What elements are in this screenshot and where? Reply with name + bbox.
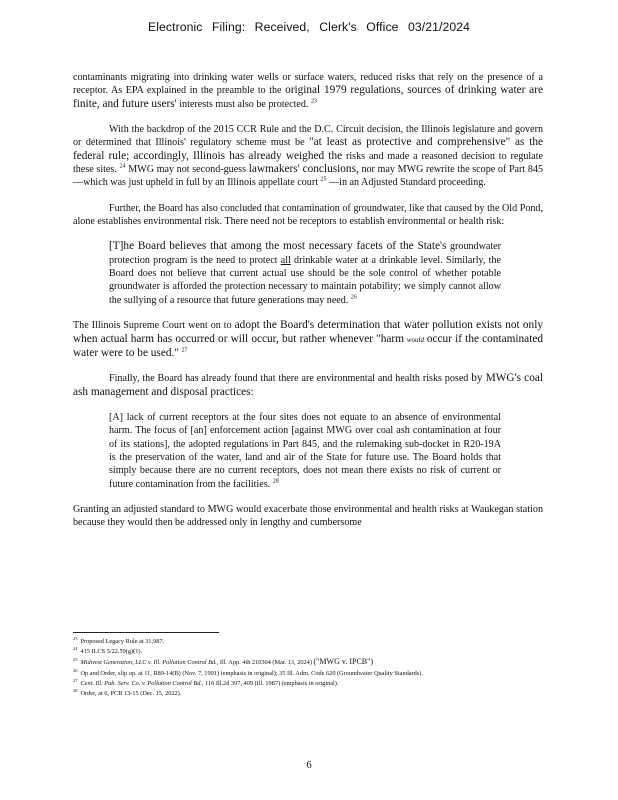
footnote-ref-25: 25 xyxy=(320,177,327,184)
body-text xyxy=(73,71,543,542)
footnote-26: $^{26}$ Op and Order, slip op. at 11, R89-14(B) (Nov. 7, 1991) (emphasis in original); 35 Ill. Adm. Code 620 (Groundwater Quality Standards). xyxy=(73,667,423,677)
paragraph-board-concluded: Further, the Board has also concluded that contamination of groundwater, like that caused by the Old Pond, alone establishes environmental risk. There need not be receptors to establish environmental or health risk: xyxy=(73,202,543,228)
block-quote-groundwater: [T]he Board believes that among the most necessary facets of the State's groundwater protection program is the need to protect all drinkable water at a drinkable level. Similarly, the Board does not believe that current actual use should be the sole control of whether potable groundwater is afforded the protection necessary to maintain potability; we simply cannot allow the sullying of a resource that future generations may need. $^{26}$ xyxy=(109,240,501,306)
paragraph-granting: Granting an adjusted standard to MWG would exacerbate those environmental and health risks at Waukegan station because they would then be addressed only in lengthy and cumbersome xyxy=(73,503,543,529)
footnote-ref-24: 24 xyxy=(119,163,126,170)
footnote-ref-27: 27 xyxy=(181,347,188,354)
footnote-ref-23: 23 xyxy=(310,98,317,105)
block-quote-receptors: [A] lack of current receptors at the four sites does not equate to an absence of environmental harm. The focus of [an] enforcement action [against MWG over coal ash contamination at four of its stations], the adopted regulations in Part 845, and the rulemaking sub-docket in R20-19A is the preservation of the water, land and air of the State for future use. The Board holds that simply because there are no current receptors, does not mean there exists no risk of current or future contamination from the facilities. $^{28}$ xyxy=(109,411,501,490)
footnote-ref-26: 26 xyxy=(350,294,357,301)
footnote-28: $^{28}$ Order, at 6, PCB 13-15 (Dec. 15, 2022). xyxy=(73,687,182,698)
paragraph-finally: Finally, the Board has already found that there are environmental and health risks posed by MWG's coal ash management and disposal practices: xyxy=(73,372,543,398)
footnote-23: $^{23}$ Proposed Legacy Rule at 31,987. xyxy=(73,635,165,645)
footnotes xyxy=(73,632,543,699)
footnote-24: $^{24}$ 415 ILCS 5/22.59(g)(1). xyxy=(73,646,143,656)
filing-header: Electronic Filing: Received, Clerk's Office 03/21/2024 xyxy=(147,20,470,34)
page-number: 6 xyxy=(306,760,312,771)
footnote-ref-28: 28 xyxy=(272,478,279,485)
paragraph-ccr-backdrop: With the backdrop of the 2015 CCR Rule and the D.C. Circuit decision, the Illinois legislature and govern or determined that Illinois' regulatory scheme must be "at least as protective and comprehensive" as the federal rule; accordingly, Illinois has already weighed the risks and made a reasoned decision to regulate these sites. $^{24}$ MWG may not second-guess lawmakers' conclusions, nor may MWG rewrite the scope of Part 845 —which was just upheld in full by an Illinois appellate court $^{25}$ —in an Adjusted Standard proceeding. xyxy=(73,124,544,189)
paragraph-protection-interests: contaminants migrating into drinking water wells or surface waters, reduced risks that rely on the presence of a receptor. As EPA explained in the preamble to the original 1979 regulations, sources of drinking water are finite, and future users' interests must also be protected. $^{23}$ xyxy=(73,72,543,110)
paragraph-supreme-court: The Illinois Supreme Court went on to adopt the Board's determination that water pollution exists not only when actual harm has occurred or will occur, but rather whenever "harm would occur if the contaminated water were to be used." $^{27}$ xyxy=(73,319,543,359)
footnote-27: $^{27}$ Cent. Ill. Pub. Serv. Co. v. Pollution Control Bd., 116 Ill.2d 397, 409 (Ill. 1987) (emphasis in original). xyxy=(73,677,339,687)
footnote-25: $^{25}$ Midwest Generation, LLC v. Ill. Pollution Control Bd., Ill. App. 4th 210304 (Mar. 13, 2024) ("MWG v. IPCB") xyxy=(73,657,374,667)
footnote-divider xyxy=(73,632,219,633)
